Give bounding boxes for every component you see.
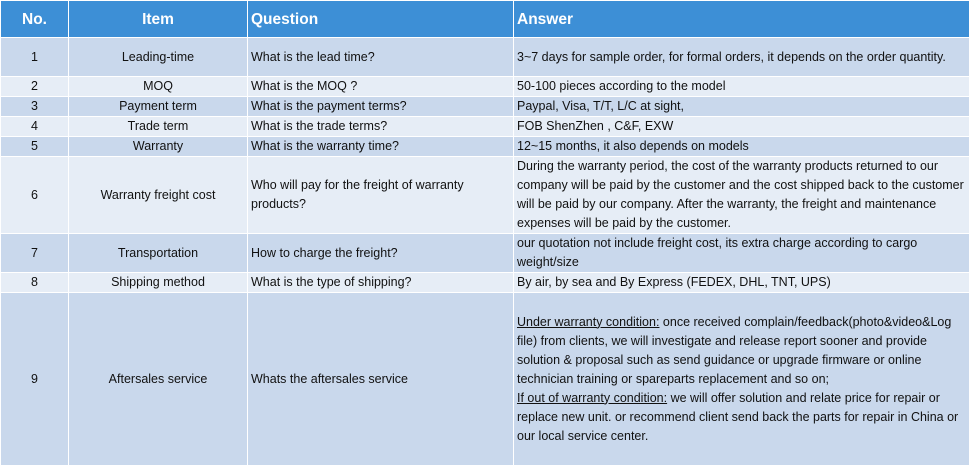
row-question: What is the warranty time? (248, 137, 514, 157)
row-number: 4 (1, 117, 69, 137)
header-item: Item (69, 1, 248, 38)
row-question: Who will pay for the freight of warranty products? (248, 157, 514, 234)
row-number: 5 (1, 137, 69, 157)
table-row (1, 157, 970, 234)
row-answer (514, 293, 970, 466)
row-question: Whats the aftersales service (248, 293, 514, 466)
table-row (1, 77, 970, 97)
table-row (1, 234, 970, 273)
row-answer: During the warranty period, the cost of the warranty products returned to our company will be paid by the customer and the cost shipped back to the customer will be paid by our company. After the warranty, the freight and maintenance expenses will be paid by the customer. (514, 157, 970, 234)
row-number: 3 (1, 97, 69, 117)
table-row (1, 293, 970, 466)
table-row (1, 117, 970, 137)
row-number: 8 (1, 273, 69, 293)
row-answer: Paypal, Visa, T/T, L/C at sight, (514, 97, 970, 117)
table-row (1, 97, 970, 117)
row-item: Warranty freight cost (69, 157, 248, 234)
row-item: Aftersales service (69, 293, 248, 466)
row-question: What is the trade terms? (248, 117, 514, 137)
row-number: 6 (1, 157, 69, 234)
row-item: Payment term (69, 97, 248, 117)
row-question: What is the MOQ ? (248, 77, 514, 97)
row-question: What is the type of shipping? (248, 273, 514, 293)
header-question: Question (248, 1, 514, 38)
row-item: Leading-time (69, 38, 248, 77)
table-row (1, 38, 970, 77)
header-answer: Answer (514, 1, 970, 38)
row-number: 7 (1, 234, 69, 273)
row-question: What is the lead time? (248, 38, 514, 77)
row-answer: our quotation not include freight cost, its extra charge according to cargo weight/size (514, 234, 970, 273)
row-number: 2 (1, 77, 69, 97)
table-row (1, 273, 970, 293)
out-of-warranty-label: If out of warranty condition: (517, 390, 668, 405)
row-answer: By air, by sea and By Express (FEDEX, DHL, TNT, UPS) (514, 273, 970, 293)
row-answer: 12~15 months, it also depends on models (514, 137, 970, 157)
under-warranty-label: Under warranty condition: (517, 314, 660, 329)
row-answer: 3~7 days for sample order, for formal orders, it depends on the order quantity. (514, 38, 970, 77)
row-answer: FOB ShenZhen , C&F, EXW (514, 117, 970, 137)
row-number: 1 (1, 38, 69, 77)
row-number: 9 (1, 293, 69, 466)
row-item: Transportation (69, 234, 248, 273)
row-item: Shipping method (69, 273, 248, 293)
row-answer: 50-100 pieces according to the model (514, 77, 970, 97)
table-header-row (1, 1, 970, 38)
row-question: What is the payment terms? (248, 97, 514, 117)
header-no: No. (1, 1, 69, 38)
row-item: MOQ (69, 77, 248, 97)
out-of-warranty-text: we will offer solution and relate price for repair or replace new unit. or recommend client send back the parts for repair in China or our local service center. (517, 390, 959, 443)
row-item: Warranty (69, 137, 248, 157)
under-warranty-text: once received complain/feedback(photo&video&Log file) from clients, we will investigate and release report sooner and provide solution & proposal such as send guidance or upgrade firmware or online technician training or spareparts replacement and so on; (517, 314, 952, 386)
row-item: Trade term (69, 117, 248, 137)
table-row (1, 137, 970, 157)
row-question: How to charge the freight? (248, 234, 514, 273)
